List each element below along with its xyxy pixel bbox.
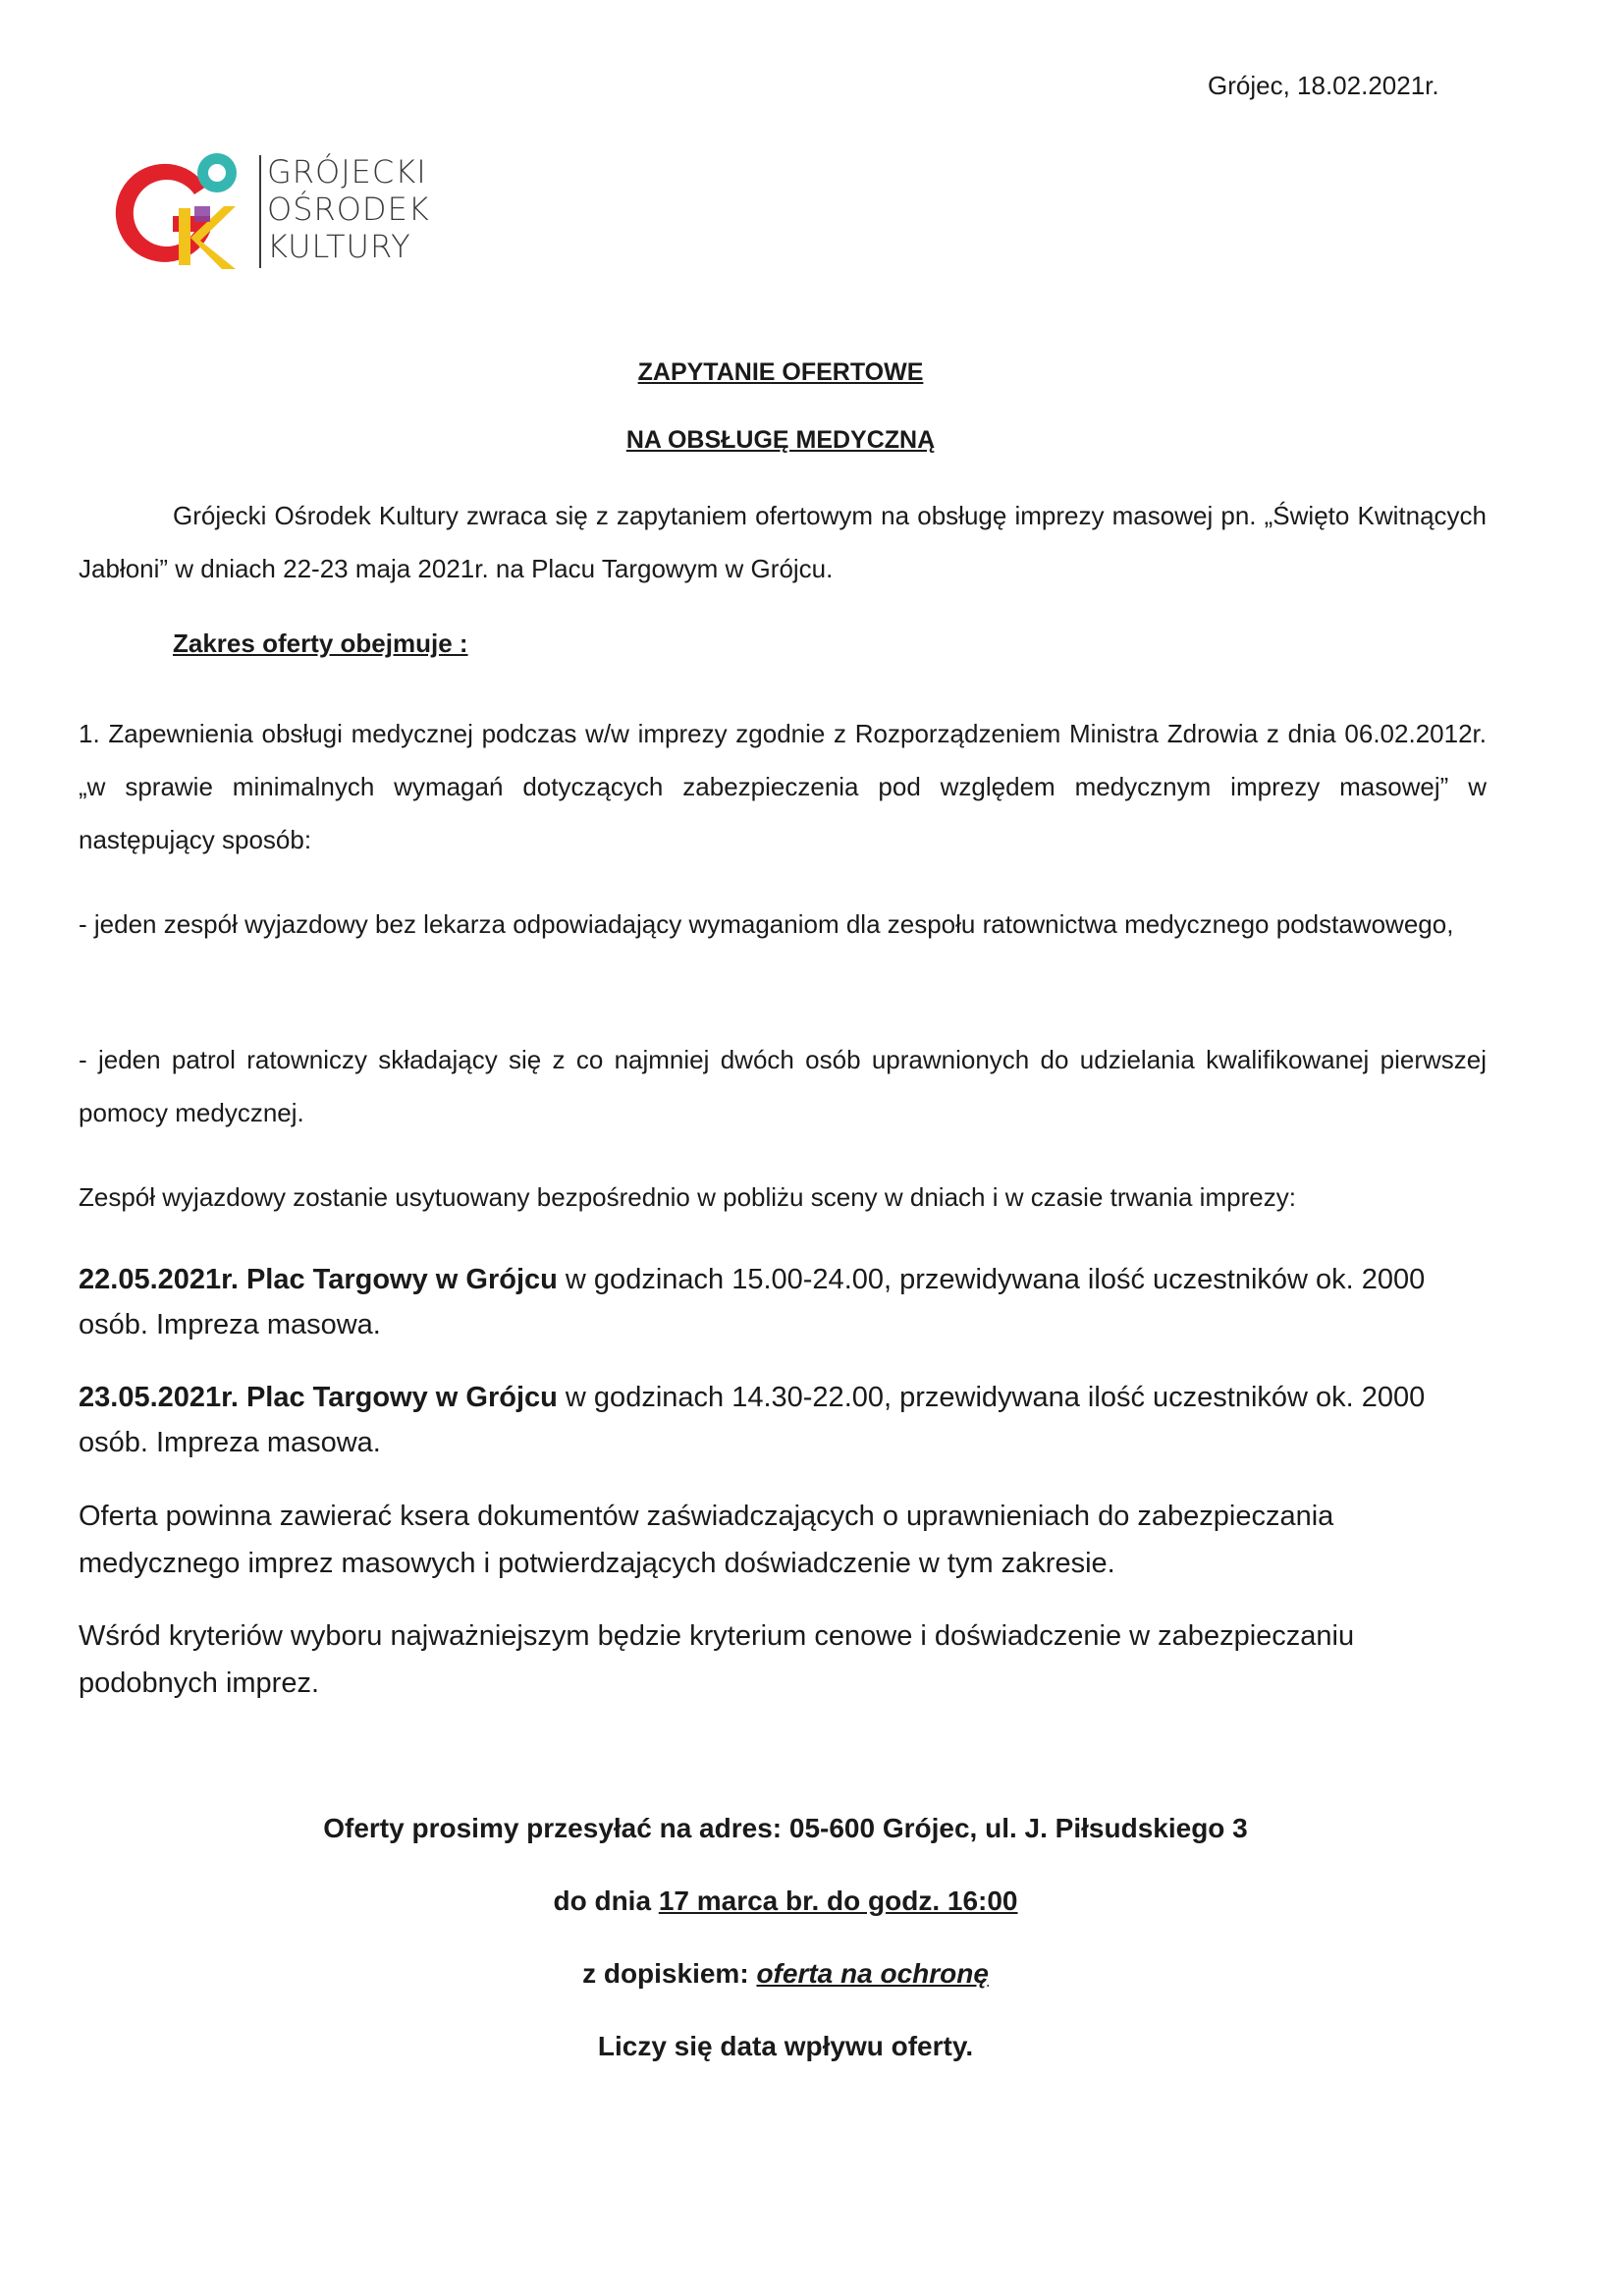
closing-deadline bbox=[0, 1886, 1571, 1917]
logo-line-2: OŚRODEK bbox=[267, 191, 430, 228]
event-day-2 bbox=[79, 1375, 1487, 1465]
event-day-1-details: w godzinach 15.00-24.00, przewidywana ilość uczestników ok. 2000 osób. Impreza masowa. bbox=[79, 1264, 1426, 1340]
document-subtitle: NA OBSŁUGĘ MEDYCZNĄ bbox=[625, 426, 936, 454]
event-day-2-heading: 23.05.2021r. Plac Targowy w Grójcu bbox=[79, 1382, 558, 1413]
selection-criteria: Wśród kryteriów wyboru najważniejszym będzie kryterium cenowe i doświadczenie w zabezpieczaniu podobnych imprez. bbox=[79, 1620, 1355, 1699]
closing-deadline-prefix: do dnia bbox=[553, 1886, 659, 1916]
event-day-2-details: w godzinach 14.30-22.00, przewidywana ilość uczestników ok. 2000 osób. Impreza masowa. bbox=[79, 1382, 1426, 1458]
gok-logo bbox=[108, 147, 461, 280]
closing-final: Liczy się data wpływu oferty. bbox=[597, 2031, 974, 2061]
logo-divider bbox=[259, 155, 261, 268]
closing-note-text: oferta na ochronę bbox=[756, 1958, 989, 1989]
scope-item-1: 1. Zapewnienia obsługi medycznej podczas w/w imprezy zgodnie z Rozporządzeniem Ministra Zdrowia z dnia 06.02.2012r. „w sprawie minimalnych wymagań dotyczących zabezpieczenia pod względem medycznym imprezy masowej” w następujący sposób: bbox=[79, 719, 1487, 854]
scope-dash-item-2: - jeden patrol ratowniczy składający się z co najmniej dwóch osób uprawnionych do udzielania kwalifikowanej pierwszej pomocy medycznej. bbox=[79, 1045, 1487, 1127]
logo-text bbox=[267, 153, 430, 265]
closing-address: Oferty prosimy przesyłać na adres: 05-600 Grójec, ul. J. Piłsudskiego 3 bbox=[323, 1813, 1248, 1843]
document-date: Grójec, 18.02.2021r. bbox=[1208, 71, 1439, 100]
logo-accent bbox=[194, 206, 210, 222]
closing-note-prefix: z dopiskiem: bbox=[582, 1958, 757, 1989]
offer-requirements: Oferta powinna zawierać ksera dokumentów zaświadczających o uprawnieniach do zabezpieczania medycznego imprez masowych i potwierdzających doświadczenie w tym zakresie. bbox=[79, 1501, 1334, 1579]
logo-letter-k-stem bbox=[179, 208, 190, 265]
event-day-1 bbox=[79, 1257, 1487, 1347]
scope-dash-item-1: - jeden zespół wyjazdowy bez lekarza odpowiadający wymaganiom dla zespołu ratownictwa medycznego podstawowego, bbox=[79, 909, 1454, 939]
logo-line-1: GRÓJECKI bbox=[267, 153, 427, 191]
closing-deadline-date: 17 marca br. do godz. 16:00 bbox=[658, 1886, 1018, 1916]
closing-note bbox=[0, 1958, 1571, 1990]
team-paragraph: Zespół wyjazdowy zostanie usytuowany bezpośrednio w pobliżu sceny w dniach i w czasie trwania imprezy: bbox=[79, 1182, 1296, 1212]
event-day-1-heading: 22.05.2021r. Plac Targowy w Grójcu bbox=[79, 1264, 558, 1295]
logo-line-3: KULTURY bbox=[267, 228, 411, 265]
gok-logo-mark bbox=[108, 147, 255, 280]
scope-heading: Zakres oferty obejmuje : bbox=[173, 629, 468, 658]
logo-letter-o-hole bbox=[208, 164, 226, 182]
intro-paragraph: Grójecki Ośrodek Kultury zwraca się z zapytaniem ofertowym na obsługę imprezy masowej pn. „Święto Kwitnących Jabłoni” w dniach 22-23 maja 2021r. na Placu Targowym w Grójcu. bbox=[79, 501, 1487, 583]
document-title: ZAPYTANIE OFERTOWE bbox=[637, 358, 924, 386]
